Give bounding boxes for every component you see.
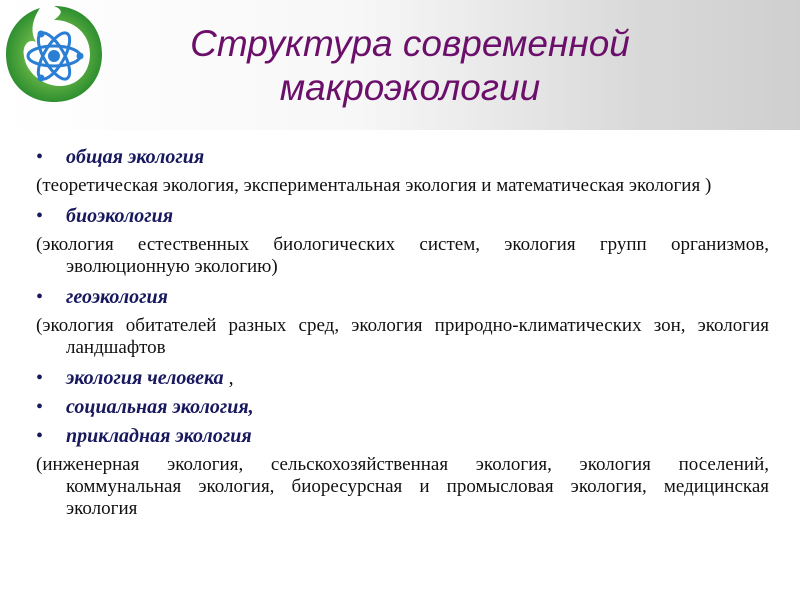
description-text: (экология естественных биологических систем, экология групп организмов, эволюционную экологию) — [36, 234, 769, 277]
atom-leaf-icon — [2, 2, 106, 106]
title-line-1: Структура современной — [190, 23, 630, 64]
bullet-item — [36, 286, 769, 308]
bullet-text: социальная экология, — [66, 396, 254, 418]
description-text: (теоретическая экология, экспериментальная экология и математическая экология ) — [36, 175, 712, 196]
bullet-dot: • — [36, 286, 44, 308]
bullet-item — [36, 396, 769, 418]
bullet-text: прикладная экология — [66, 425, 252, 447]
bullet-dot: • — [36, 396, 44, 418]
slide-title — [110, 22, 710, 110]
bullet-suffix: , — [223, 367, 234, 389]
bullet-dot: • — [36, 425, 44, 447]
bullet-text: общая экология — [66, 146, 205, 168]
bullet-dot: • — [36, 367, 44, 389]
bullet-item — [36, 146, 769, 168]
slide-content — [36, 146, 769, 528]
bullet-item — [36, 425, 769, 447]
bullet-dot: • — [36, 205, 44, 227]
bullet-item — [36, 205, 769, 227]
bullet-item — [36, 367, 769, 389]
bullet-text: экология человека — [66, 367, 224, 389]
bullet-dot: • — [36, 146, 44, 168]
title-line-2: макроэкологии — [279, 67, 541, 108]
description-text: (инженерная экология, сельскохозяйственная экология, экология поселений, коммунальная экология, биоресурсная и промысловая экология, медицинская экология — [36, 454, 769, 519]
description-text: (экология обитателей разных сред, экология природно-климатических зон, экология ландшафтов — [36, 315, 769, 358]
bullet-text: биоэкология — [66, 205, 174, 227]
bullet-text: геоэкология — [66, 286, 168, 308]
